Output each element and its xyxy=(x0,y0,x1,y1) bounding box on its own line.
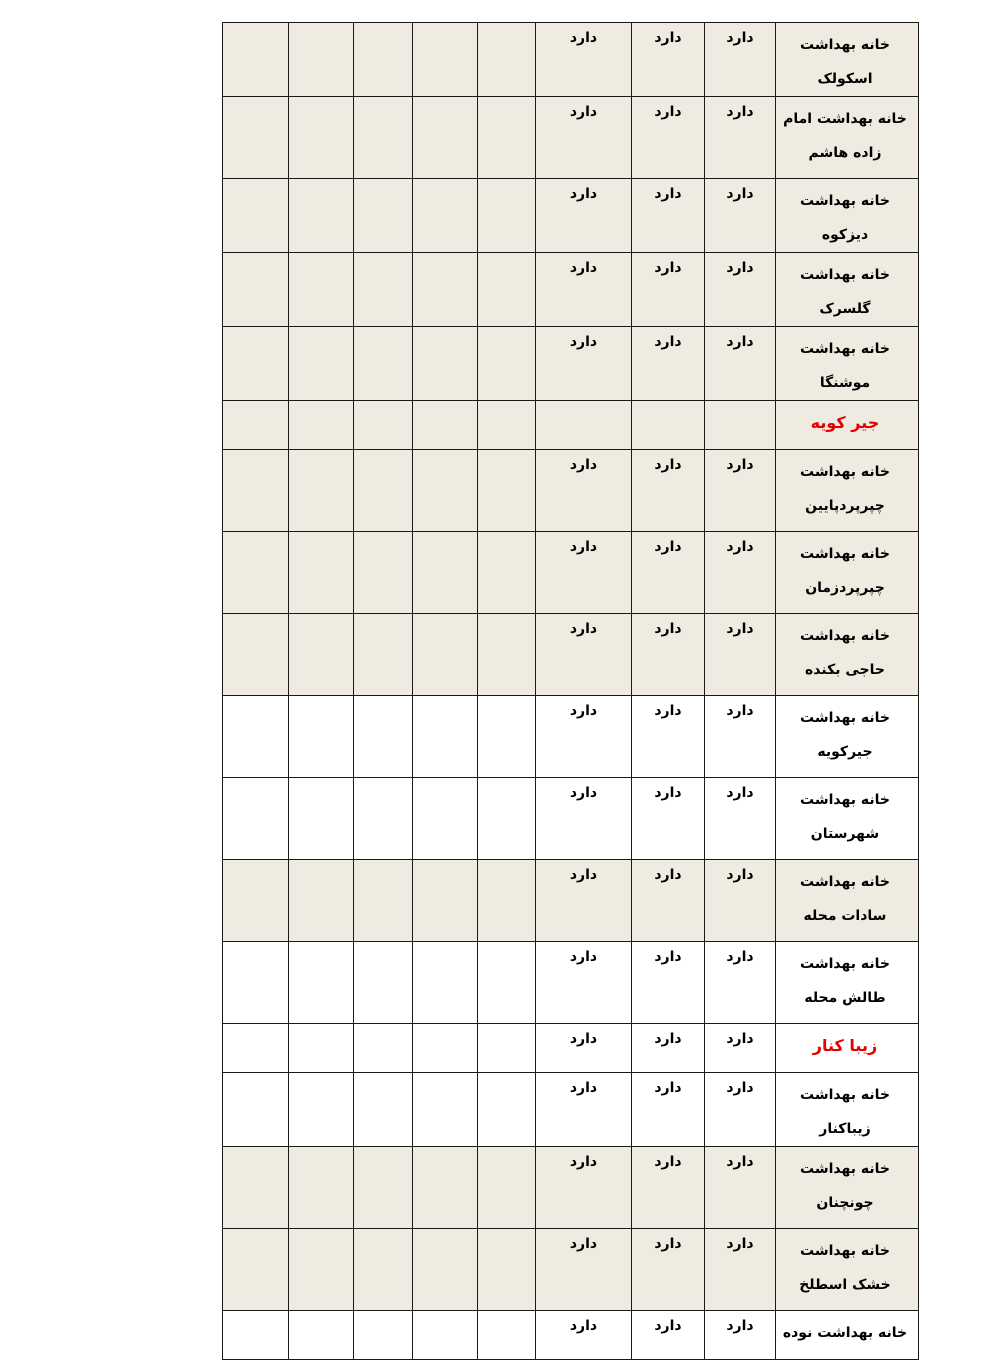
facility-name: خانه بهداشت اسکولک xyxy=(776,23,919,97)
section-row xyxy=(223,1024,919,1073)
empty-cell xyxy=(223,23,289,97)
facility-name: خانه بهداشت حاجی بکنده xyxy=(776,614,919,696)
status-cell: دارد xyxy=(536,942,632,1024)
empty-cell xyxy=(354,23,413,97)
empty-cell xyxy=(223,860,289,942)
empty-cell xyxy=(223,614,289,696)
facility-name: خانه بهداشت خشک اسطلخ xyxy=(776,1229,919,1311)
empty-cell xyxy=(354,401,413,450)
status-cell: دارد xyxy=(705,614,776,696)
empty-cell xyxy=(354,1147,413,1229)
table-row xyxy=(223,1229,919,1311)
status-cell: دارد xyxy=(632,23,705,97)
status-cell: دارد xyxy=(705,1073,776,1147)
empty-cell xyxy=(354,1311,413,1360)
section-title: جیر کویه xyxy=(776,401,919,450)
table-row xyxy=(223,1311,919,1360)
table-row xyxy=(223,1073,919,1147)
status-cell: دارد xyxy=(705,942,776,1024)
empty-cell xyxy=(354,327,413,401)
status-cell: دارد xyxy=(536,614,632,696)
empty-cell xyxy=(413,532,478,614)
status-cell: دارد xyxy=(536,1229,632,1311)
status-cell: دارد xyxy=(536,179,632,253)
table-row xyxy=(223,327,919,401)
empty-cell xyxy=(478,179,536,253)
empty-cell xyxy=(289,23,354,97)
empty-cell xyxy=(478,327,536,401)
facility-name: خانه بهداشت سادات محله xyxy=(776,860,919,942)
empty-cell xyxy=(289,860,354,942)
status-cell: دارد xyxy=(632,942,705,1024)
status-cell: دارد xyxy=(632,614,705,696)
table-row xyxy=(223,253,919,327)
section-row xyxy=(223,401,919,450)
empty-cell xyxy=(413,23,478,97)
table-row xyxy=(223,778,919,860)
empty-cell xyxy=(478,532,536,614)
empty-cell xyxy=(354,97,413,179)
status-cell xyxy=(632,401,705,450)
table-row xyxy=(223,532,919,614)
section-title: زیبا کنار xyxy=(776,1024,919,1073)
empty-cell xyxy=(223,1229,289,1311)
empty-cell xyxy=(223,1073,289,1147)
table-row xyxy=(223,1147,919,1229)
status-cell: دارد xyxy=(536,696,632,778)
status-cell: دارد xyxy=(632,179,705,253)
status-cell: دارد xyxy=(705,97,776,179)
empty-cell xyxy=(223,942,289,1024)
empty-cell xyxy=(413,1229,478,1311)
empty-cell xyxy=(289,942,354,1024)
empty-cell xyxy=(354,179,413,253)
empty-cell xyxy=(478,614,536,696)
status-cell: دارد xyxy=(536,450,632,532)
empty-cell xyxy=(289,532,354,614)
empty-cell xyxy=(354,1024,413,1073)
empty-cell xyxy=(413,97,478,179)
empty-cell xyxy=(354,614,413,696)
empty-cell xyxy=(413,450,478,532)
empty-cell xyxy=(223,327,289,401)
facility-name: خانه بهداشت دیزکوه xyxy=(776,179,919,253)
empty-cell xyxy=(354,1229,413,1311)
empty-cell xyxy=(289,97,354,179)
empty-cell xyxy=(289,450,354,532)
table-row xyxy=(223,942,919,1024)
status-cell: دارد xyxy=(632,778,705,860)
status-cell: دارد xyxy=(705,179,776,253)
facility-name: خانه بهداشت نوده xyxy=(776,1311,919,1360)
empty-cell xyxy=(223,1147,289,1229)
table-row xyxy=(223,860,919,942)
facility-name: خانه بهداشت چونچنان xyxy=(776,1147,919,1229)
status-cell: دارد xyxy=(632,860,705,942)
status-cell: دارد xyxy=(705,1024,776,1073)
empty-cell xyxy=(354,450,413,532)
status-cell: دارد xyxy=(632,532,705,614)
empty-cell xyxy=(413,942,478,1024)
facility-name: خانه بهداشت چپرپردزمان xyxy=(776,532,919,614)
empty-cell xyxy=(413,1147,478,1229)
empty-cell xyxy=(413,327,478,401)
empty-cell xyxy=(289,401,354,450)
status-cell: دارد xyxy=(632,253,705,327)
empty-cell xyxy=(478,97,536,179)
empty-cell xyxy=(478,1147,536,1229)
status-cell: دارد xyxy=(632,327,705,401)
table-row xyxy=(223,696,919,778)
empty-cell xyxy=(289,1024,354,1073)
empty-cell xyxy=(478,23,536,97)
facility-name: خانه بهداشت جیرکویه xyxy=(776,696,919,778)
empty-cell xyxy=(289,1229,354,1311)
table-row xyxy=(223,23,919,97)
status-cell: دارد xyxy=(632,696,705,778)
table-row xyxy=(223,614,919,696)
empty-cell xyxy=(223,179,289,253)
table-row xyxy=(223,97,919,179)
facility-name: خانه بهداشت شهرستان xyxy=(776,778,919,860)
status-cell: دارد xyxy=(536,1147,632,1229)
status-cell: دارد xyxy=(705,860,776,942)
status-cell: دارد xyxy=(632,1229,705,1311)
empty-cell xyxy=(354,1073,413,1147)
empty-cell xyxy=(289,179,354,253)
facility-name: خانه بهداشت موشنگا xyxy=(776,327,919,401)
facilities-table xyxy=(222,22,919,1360)
empty-cell xyxy=(478,1024,536,1073)
empty-cell xyxy=(478,1229,536,1311)
status-cell: دارد xyxy=(536,1024,632,1073)
status-cell: دارد xyxy=(705,778,776,860)
empty-cell xyxy=(289,1147,354,1229)
empty-cell xyxy=(413,1024,478,1073)
status-cell: دارد xyxy=(632,1024,705,1073)
facility-name: خانه بهداشت چپرپردپایین xyxy=(776,450,919,532)
empty-cell xyxy=(223,532,289,614)
status-cell: دارد xyxy=(536,860,632,942)
empty-cell xyxy=(354,253,413,327)
empty-cell xyxy=(223,696,289,778)
status-cell: دارد xyxy=(632,97,705,179)
empty-cell xyxy=(289,614,354,696)
empty-cell xyxy=(289,1311,354,1360)
empty-cell xyxy=(413,1311,478,1360)
status-cell: دارد xyxy=(632,1073,705,1147)
empty-cell xyxy=(478,401,536,450)
empty-cell xyxy=(354,532,413,614)
empty-cell xyxy=(289,327,354,401)
empty-cell xyxy=(223,1024,289,1073)
empty-cell xyxy=(289,253,354,327)
empty-cell xyxy=(413,179,478,253)
status-cell: دارد xyxy=(632,1147,705,1229)
status-cell: دارد xyxy=(705,696,776,778)
empty-cell xyxy=(223,1311,289,1360)
empty-cell xyxy=(478,450,536,532)
empty-cell xyxy=(413,614,478,696)
empty-cell xyxy=(289,696,354,778)
status-cell: دارد xyxy=(705,450,776,532)
status-cell: دارد xyxy=(536,778,632,860)
table-row xyxy=(223,179,919,253)
facility-name: خانه بهداشت طالش محله xyxy=(776,942,919,1024)
table-row xyxy=(223,450,919,532)
status-cell: دارد xyxy=(536,97,632,179)
table-body xyxy=(223,23,919,1360)
status-cell xyxy=(536,401,632,450)
facility-name: خانه بهداشت گلسرک xyxy=(776,253,919,327)
empty-cell xyxy=(289,778,354,860)
empty-cell xyxy=(478,860,536,942)
empty-cell xyxy=(354,778,413,860)
empty-cell xyxy=(223,253,289,327)
empty-cell xyxy=(478,253,536,327)
empty-cell xyxy=(478,778,536,860)
empty-cell xyxy=(413,860,478,942)
empty-cell xyxy=(223,778,289,860)
empty-cell xyxy=(413,253,478,327)
status-cell: دارد xyxy=(705,253,776,327)
status-cell: دارد xyxy=(536,1073,632,1147)
facility-name: خانه بهداشت امام زاده هاشم xyxy=(776,97,919,179)
status-cell: دارد xyxy=(536,327,632,401)
status-cell: دارد xyxy=(536,253,632,327)
facility-name: خانه بهداشت زیباکنار xyxy=(776,1073,919,1147)
empty-cell xyxy=(413,401,478,450)
status-cell xyxy=(705,401,776,450)
empty-cell xyxy=(478,942,536,1024)
empty-cell xyxy=(478,696,536,778)
empty-cell xyxy=(478,1311,536,1360)
empty-cell xyxy=(223,401,289,450)
status-cell: دارد xyxy=(536,1311,632,1360)
empty-cell xyxy=(354,942,413,1024)
status-cell: دارد xyxy=(632,1311,705,1360)
status-cell: دارد xyxy=(705,1147,776,1229)
empty-cell xyxy=(354,860,413,942)
status-cell: دارد xyxy=(536,23,632,97)
status-cell: دارد xyxy=(705,532,776,614)
status-cell: دارد xyxy=(705,327,776,401)
empty-cell xyxy=(413,778,478,860)
empty-cell xyxy=(289,1073,354,1147)
status-cell: دارد xyxy=(536,532,632,614)
status-cell: دارد xyxy=(705,1229,776,1311)
empty-cell xyxy=(223,450,289,532)
status-cell: دارد xyxy=(705,1311,776,1360)
empty-cell xyxy=(413,1073,478,1147)
empty-cell xyxy=(223,97,289,179)
status-cell: دارد xyxy=(705,23,776,97)
empty-cell xyxy=(413,696,478,778)
status-cell: دارد xyxy=(632,450,705,532)
empty-cell xyxy=(354,696,413,778)
empty-cell xyxy=(478,1073,536,1147)
